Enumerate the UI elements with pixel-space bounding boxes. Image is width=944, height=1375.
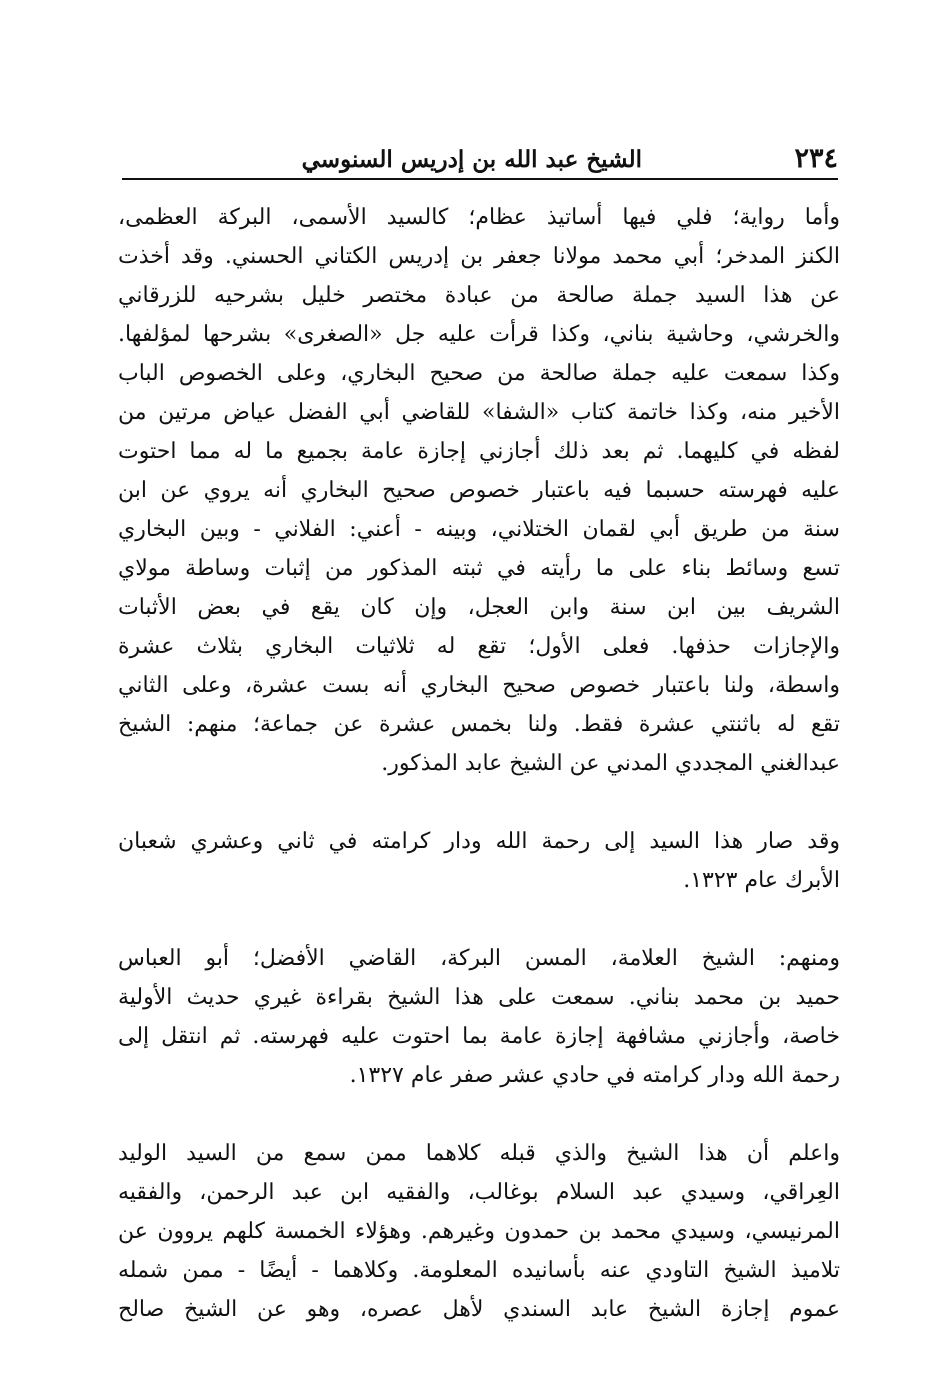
paragraph xyxy=(118,939,840,1095)
text-line: وكذا سمعت عليه جملة صالحة من صحيح البخاري، وعلى الخصوص الباب xyxy=(118,361,840,386)
text-line: حميد بن محمد بناني. سمعت على هذا الشيخ بقراءة غيري حديث الأولية xyxy=(118,985,840,1010)
paragraph xyxy=(118,198,840,783)
text-line: واسطة، ولنا باعتبار خصوص صحيح البخاري أنه بست عشرة، وعلى الثاني xyxy=(118,673,840,698)
paragraph-gap xyxy=(118,783,840,822)
header-rule xyxy=(122,178,838,180)
text-line: المرنيسي، وسيدي محمد بن حمدون وغيرهم. وهؤلاء الخمسة كلهم يروون عن xyxy=(118,1219,840,1244)
text-line: واعلم أن هذا الشيخ والذي قبله كلاهما ممن سمع من السيد الوليد xyxy=(118,1141,840,1166)
paragraph-gap xyxy=(118,900,840,939)
text-line: العِراقي، وسيدي عبد السلام بوغالب، والفقيه ابن عبد الرحمن، والفقيه xyxy=(118,1180,840,1205)
paragraph xyxy=(118,1134,840,1329)
text-line: عليه فهرسته حسبما فيه باعتبار خصوص صحيح البخاري أنه يروي عن ابن xyxy=(118,478,840,503)
page-number: ٢٣٤ xyxy=(794,143,838,174)
text-line: والإجازات حذفها. فعلى الأول؛ تقع له ثلاثيات البخاري بثلاث عشرة xyxy=(118,634,840,659)
text-line: خاصة، وأجازني مشافهة إجازة عامة بما احتوت عليه فهرسته. ثم انتقل إلى xyxy=(118,1024,840,1049)
running-title: الشيخ عبد الله بن إدريس السنوسي xyxy=(301,146,642,173)
page-header xyxy=(122,140,838,176)
text-line: تلاميذ الشيخ التاودي عنه بأسانيده المعلومة. وكلاهما - أيضًا - ممن شمله xyxy=(118,1258,840,1283)
text-line: ومنهم: الشيخ العلامة، المسن البركة، القاضي الأفضل؛ أبو العباس xyxy=(118,946,840,971)
text-line: والخرشي، وحاشية بناني، وكذا قرأت عليه جل «الصغرى» بشرحها لمؤلفها. xyxy=(118,322,840,347)
text-line: عن هذا السيد جملة صالحة من عبادة مختصر خليل بشرحيه للزرقاني xyxy=(118,283,840,308)
text-line: عبدالغني المجددي المدني عن الشيخ عابد المذكور. xyxy=(381,751,840,776)
text-line: وقد صار هذا السيد إلى رحمة الله ودار كرامته في ثاني وعشري شعبان xyxy=(118,829,840,854)
text-line: الأبرك عام ١٣٢٣. xyxy=(683,868,840,893)
text-line: وأما رواية؛ فلي فيها أساتيذ عظام؛ كالسيد الأسمى، البركة العظمى، xyxy=(118,205,840,230)
text-line: الكنز المدخر؛ أبي محمد مولانا جعفر بن إدريس الكتاني الحسني. وقد أخذت xyxy=(118,244,840,269)
text-line: الشريف بين ابن سنة وابن العجل، وإن كان يقع في بعض الأثبات xyxy=(118,595,840,620)
text-line: تسع وسائط بناء على ما رأيته في ثبته المذكور من إثبات وساطة مولاي xyxy=(118,556,840,581)
paragraph xyxy=(118,822,840,900)
text-line: سنة من طريق أبي لقمان الختلاني، وبينه - أعني: الفلاني - وبين البخاري xyxy=(118,517,840,542)
text-line: لفظه في كليهما. ثم بعد ذلك أجازني إجازة عامة بجميع ما له مما احتوت xyxy=(118,439,840,464)
body-text xyxy=(118,198,840,1329)
text-line: رحمة الله ودار كرامته في حادي عشر صفر عام ١٣٢٧. xyxy=(349,1063,840,1088)
text-line: عموم إجازة الشيخ عابد السندي لأهل عصره، وهو عن الشيخ صالح xyxy=(118,1297,840,1322)
text-line: تقع له باثنتي عشرة فقط. ولنا بخمس عشرة عن جماعة؛ منهم: الشيخ xyxy=(118,712,840,737)
text-line: الأخير منه، وكذا خاتمة كتاب «الشفا» للقاضي أبي الفضل عياض مرتين من xyxy=(118,400,840,425)
paragraph-gap xyxy=(118,1095,840,1134)
